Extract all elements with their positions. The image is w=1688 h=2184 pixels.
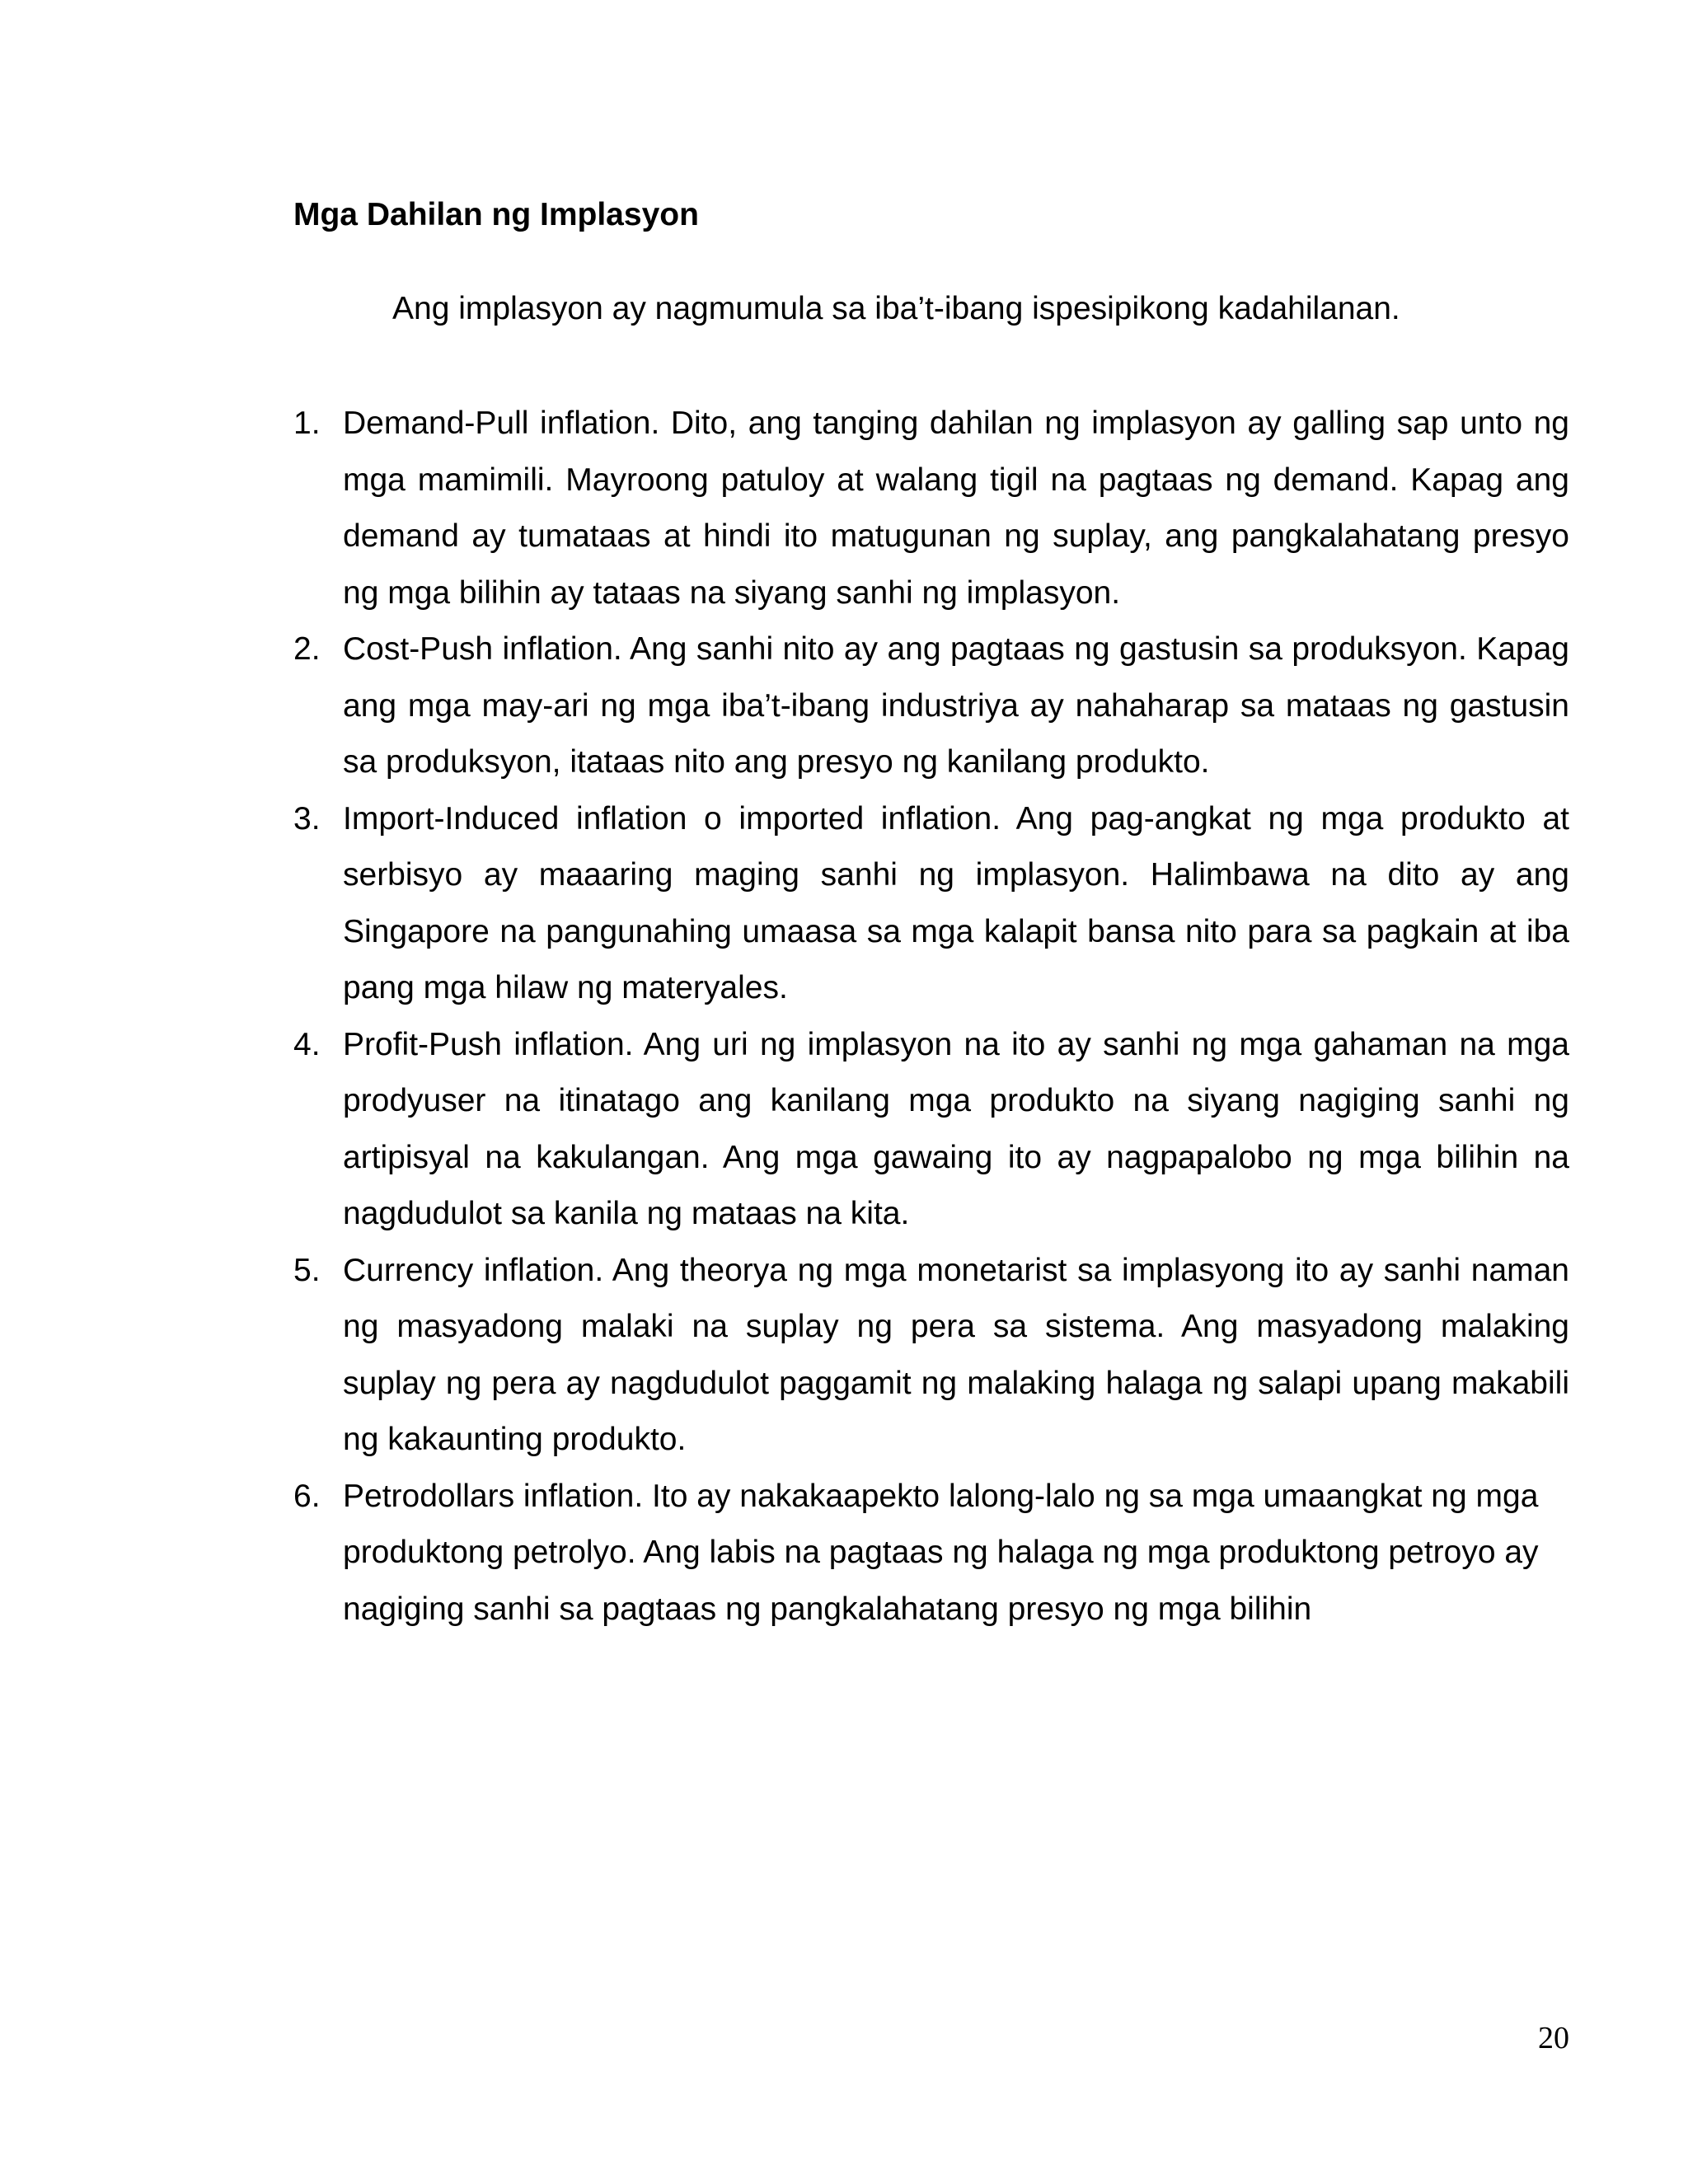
list-item-text: Import-Induced inflation o imported inflation. Ang pag-angkat ng mga produkto at serbisyo ay maaaring maging sanhi ng implasyon. Halimbawa na dito ay ang Singapore na pangunahing umaasa sa mga kalapit bansa nito para sa pagkain at iba pang mga hilaw ng materyales.	[343, 800, 1569, 1005]
list-item-text: Currency inflation. Ang theorya ng mga monetarist sa implasyong ito ay sanhi naman ng masyadong malaki na suplay ng pera sa sistema. Ang masyadong malaking suplay ng pera ay nagdudulot paggamit ng malaking halaga ng salapi upang makabili ng kakaunting produkto.	[343, 1252, 1569, 1457]
section-heading: Mga Dahilan ng Implasyon	[293, 197, 699, 232]
list-item-text: Petrodollars inflation. Ito ay nakakaapekto lalong-lalo ng sa mga umaangkat ng mga produktong petrolyo. Ang labis na pagtaas ng halaga ng mga produktong petroyo ay nagiging sanhi sa pagtaas ng pangkalahatang presyo ng mga bilihin	[343, 1478, 1539, 1627]
list-item	[293, 396, 1569, 621]
page-number: 20	[1538, 2021, 1569, 2055]
causes-list	[293, 396, 1569, 1638]
list-item-number: 6.	[293, 1478, 321, 1514]
list-item-text: Profit-Push inflation. Ang uri ng implasyon na ito ay sanhi ng mga gahaman na mga prodyuser na itinatago ang kanilang mga produkto na siyang nagiging sanhi ng artipisyal na kakulangan. Ang mga gawaing ito ay nagpapalobo ng mga bilihin na nagdudulot sa kanila ng mataas na kita.	[343, 1026, 1569, 1231]
list-item	[293, 791, 1569, 1017]
list-item-number: 1.	[293, 405, 321, 441]
list-item-number: 5.	[293, 1252, 321, 1288]
intro-paragraph: Ang implasyon ay nagmumula sa iba’t-ibang ispesipikong kadahilanan.	[392, 291, 1400, 326]
list-item-text: Demand-Pull inflation. Dito, ang tanging dahilan ng implasyon ay galling sap unto ng mga mamimili. Mayroong patuloy at walang tigil na pagtaas ng demand. Kapag ang demand ay tumataas at hindi ito matugunan ng suplay, ang pangkalahatang presyo ng mga bilihin ay tataas na siyang sanhi ng implasyon.	[343, 405, 1569, 611]
list-item	[293, 1017, 1569, 1243]
list-item-number: 2.	[293, 631, 321, 667]
list-item	[293, 1469, 1569, 1638]
list-item	[293, 621, 1569, 791]
list-item-number: 4.	[293, 1026, 321, 1062]
list-item-text: Cost-Push inflation. Ang sanhi nito ay ang pagtaas ng gastusin sa produksyon. Kapag ang mga may-ari ng mga iba’t-ibang industriya ay nahaharap sa mataas ng gastusin sa produksyon, itataas nito ang presyo ng kanilang produkto.	[343, 631, 1569, 780]
list-item	[293, 1243, 1569, 1469]
list-item-number: 3.	[293, 800, 321, 837]
